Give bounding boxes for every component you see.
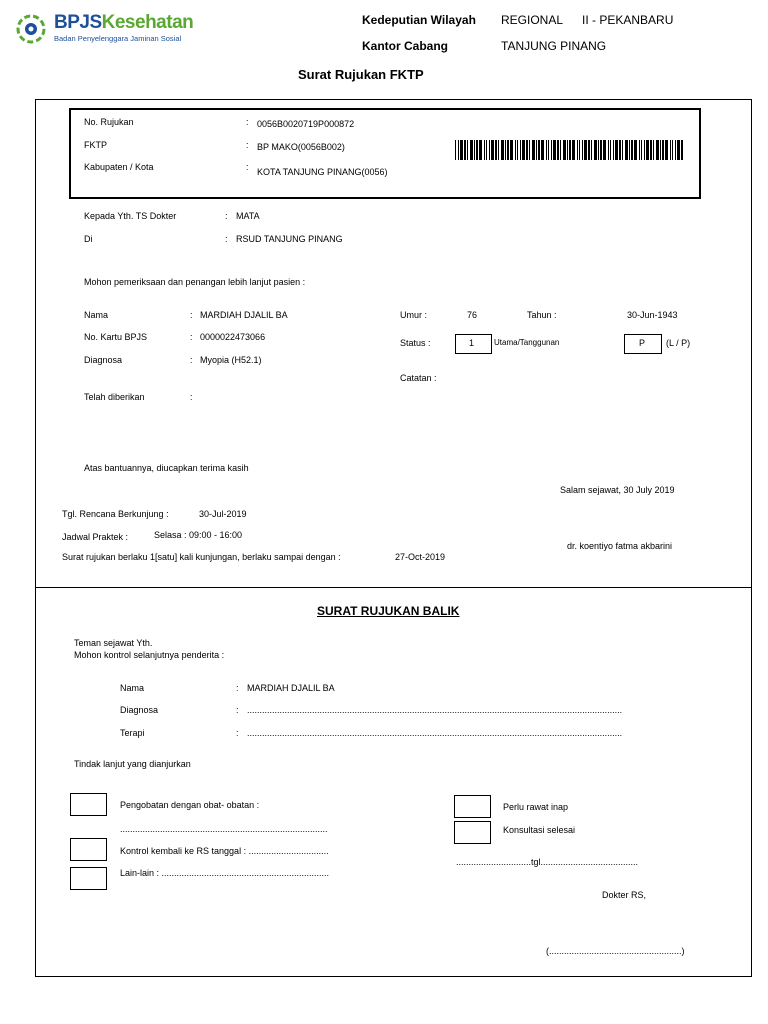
diagnosa-value: Myopia (H52.1) — [200, 355, 262, 365]
checkbox-kontrol[interactable] — [70, 838, 107, 861]
bpjs-logo — [16, 12, 196, 46]
no-rujukan-value: 0056B0020719P000872 — [257, 119, 355, 129]
kabupaten-value: KOTA TANJUNG PINANG(0056) — [257, 167, 388, 177]
tahun-label: Tahun : — [527, 310, 557, 320]
balik-diagnosa-label: Diagnosa — [120, 705, 159, 715]
checkbox-rawat-inap[interactable] — [454, 795, 491, 818]
colon: : — [246, 140, 249, 150]
kedeputian-label: Kedeputian Wilayah — [362, 13, 476, 27]
checkbox-lain[interactable] — [70, 867, 107, 890]
colon: : — [246, 117, 249, 127]
diagnosa-label: Diagnosa — [84, 355, 123, 365]
kartu-value: 0000022473066 — [200, 332, 266, 342]
di-label: Di — [84, 234, 93, 244]
colon: : — [190, 332, 193, 342]
tahun-value: 30-Jun-1943 — [627, 310, 678, 320]
opt-lain-label: Lain-lain : ................................................................... — [120, 868, 330, 878]
dokter-name: dr. koentiyo fatma akbarini — [567, 541, 673, 551]
colon: : — [236, 705, 239, 715]
opt-rawat-label: Perlu rawat inap — [503, 802, 569, 812]
logo-subtitle: Badan Penyelenggara Jaminan Sosial — [54, 34, 182, 43]
no-rujukan-label: No. Rujukan — [84, 117, 134, 127]
di-value: RSUD TANJUNG PINANG — [236, 234, 343, 244]
kartu-label: No. Kartu BPJS — [84, 332, 148, 342]
colon: : — [236, 683, 239, 693]
balik-nama-label: Nama — [120, 683, 145, 693]
jadwal-value: Selasa : 09:00 - 16:00 — [154, 530, 243, 540]
bpjs-emblem-icon — [16, 14, 46, 44]
signature-line[interactable]: (.....................................................) — [546, 946, 685, 956]
page-title: Surat Rujukan FKTP — [298, 67, 424, 82]
fktp-value: BP MAKO(0056B002) — [257, 142, 345, 152]
balik-terapi-field[interactable]: ...................................................................................................................................................... — [247, 728, 623, 738]
jadwal-label: Jadwal Praktek : — [62, 532, 129, 542]
rencana-value: 30-Jul-2019 — [199, 509, 247, 519]
kantor-value: TANJUNG PINANG — [501, 39, 607, 53]
balik-diagnosa-field[interactable]: ...................................................................................................................................................... — [247, 705, 623, 715]
telah-diberikan-label: Telah diberikan — [84, 392, 145, 402]
nama-label: Nama — [84, 310, 109, 320]
salam-text: Salam sejawat, 30 July 2019 — [560, 485, 675, 495]
balik-nama-value: MARDIAH DJALIL BA — [247, 683, 335, 693]
gender-desc: (L / P) — [666, 338, 691, 348]
checkbox-konsultasi[interactable] — [454, 821, 491, 844]
kabupaten-label: Kabupaten / Kota — [84, 162, 154, 172]
nama-value: MARDIAH DJALIL BA — [200, 310, 288, 320]
gender-value: P — [639, 338, 646, 348]
opt-obat-label: Pengobatan dengan obat- obatan : — [120, 800, 260, 810]
colon: : — [246, 162, 249, 172]
kedeputian-region: II - PEKANBARU — [582, 13, 674, 27]
kepada-value: MATA — [236, 211, 260, 221]
opt-obat-field[interactable]: ................................................................................... — [120, 824, 328, 834]
kedeputian-value: REGIONAL — [501, 13, 564, 27]
tindak-lanjut-text: Tindak lanjut yang dianjurkan — [74, 759, 191, 769]
kantor-label: Kantor Cabang — [362, 39, 449, 53]
terima-kasih-text: Atas bantuannya, diucapkan terima kasih — [84, 463, 249, 473]
status-value: 1 — [469, 338, 475, 348]
colon: : — [225, 211, 228, 221]
dokter-rs-label: Dokter RS, — [602, 890, 647, 900]
berlaku-text: Surat rujukan berlaku 1[satu] kali kunjungan, berlaku sampai dengan : — [62, 552, 341, 562]
checkbox-obat[interactable] — [70, 793, 107, 816]
colon: : — [190, 392, 193, 402]
opt-konsul-label: Konsultasi selesai — [503, 825, 576, 835]
teman-text: Teman sejawat Yth. — [74, 638, 153, 648]
umur-label: Umur : — [400, 310, 427, 320]
colon: : — [236, 728, 239, 738]
mohon-text: Mohon pemeriksaan dan penangan lebih lanjut pasien : — [84, 277, 306, 287]
balik-title: SURAT RUJUKAN BALIK — [317, 604, 460, 618]
catatan-label: Catatan : — [400, 373, 437, 383]
opt-kontrol-label: Kontrol kembali ke RS tanggal : ................................ — [120, 846, 329, 856]
barcode — [455, 140, 683, 160]
tgl-line[interactable]: ..............................tgl....................................... — [456, 857, 639, 867]
berlaku-value: 27-Oct-2019 — [395, 552, 446, 562]
section-divider — [36, 587, 751, 588]
status-label: Status : — [400, 338, 431, 348]
balik-terapi-label: Terapi — [120, 728, 145, 738]
colon: : — [190, 310, 193, 320]
fktp-label: FKTP — [84, 140, 108, 150]
logo-title: BPJSKesehatan — [54, 12, 194, 33]
rencana-label: Tgl. Rencana Berkunjung : — [62, 509, 169, 519]
colon: : — [190, 355, 193, 365]
colon: : — [225, 234, 228, 244]
kepada-label: Kepada Yth. TS Dokter — [84, 211, 177, 221]
status-desc: Utama/Tanggunan — [494, 338, 560, 347]
mohon-kontrol-text: Mohon kontrol selanjutnya penderita : — [74, 650, 225, 660]
umur-value: 76 — [467, 310, 478, 320]
